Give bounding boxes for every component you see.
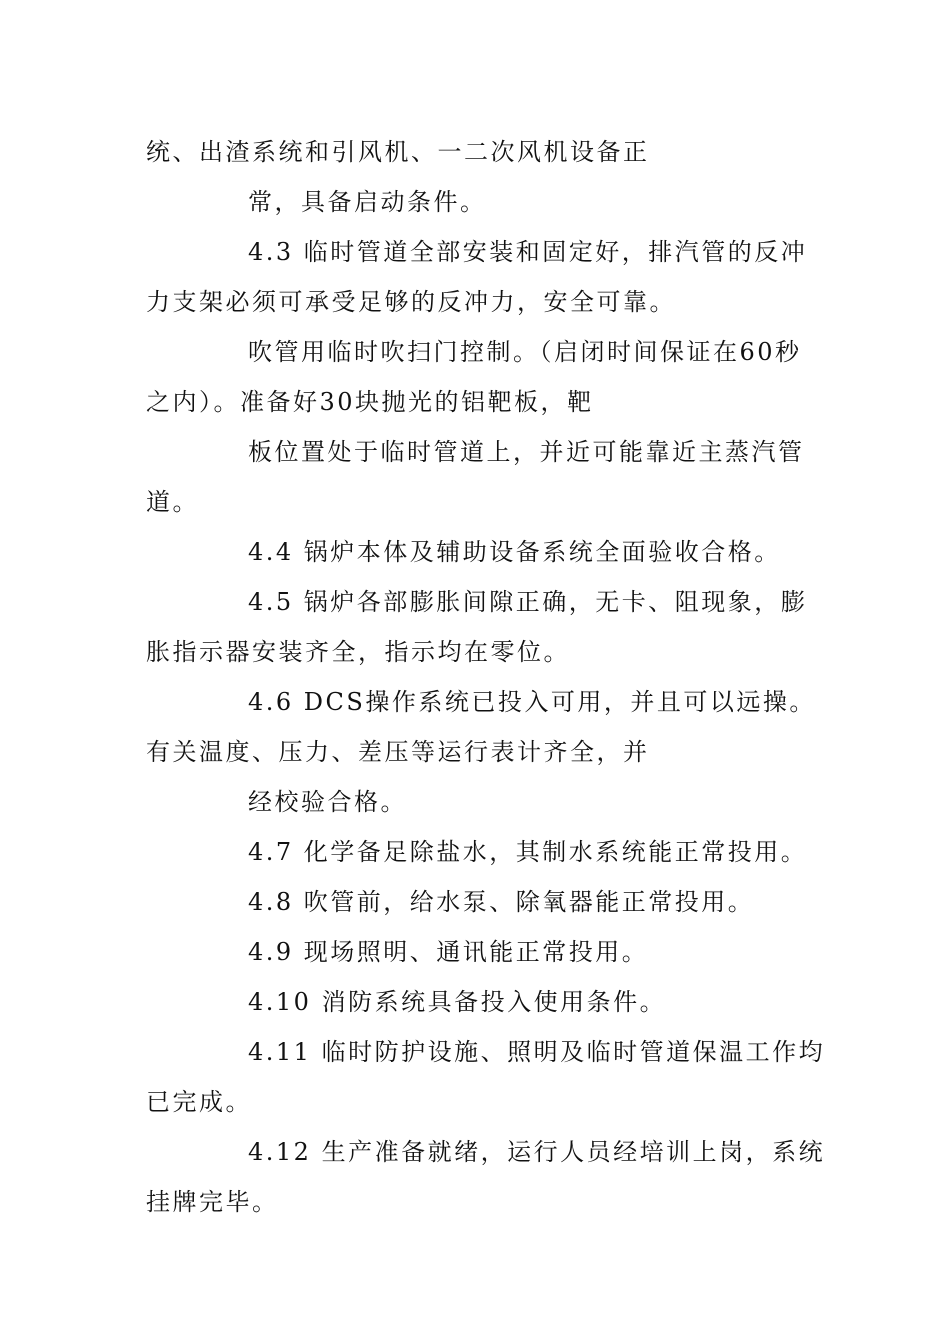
text-line: 板位置处于临时管道上，并近可能靠近主蒸汽管 (248, 438, 805, 466)
text-line: 经校验合格。 (248, 788, 407, 816)
text-line: 吹管用临时吹扫门控制。（启闭时间保证在60秒 (248, 338, 802, 366)
text-line: 道。 (146, 488, 199, 516)
text-line: 力支架必须可承受足够的反冲力，安全可靠。 (146, 288, 676, 316)
text-line: 4.12 生产准备就绪，运行人员经培训上岗，系统 (248, 1138, 826, 1166)
text-line: 4.11 临时防护设施、照明及临时管道保温工作均 (248, 1038, 826, 1066)
text-line: 之内）。准备好30块抛光的铝靶板，靶 (146, 388, 594, 416)
text-line: 挂牌完毕。 (146, 1188, 279, 1216)
text-line: 有关温度、压力、差压等运行表计齐全，并 (146, 738, 650, 766)
text-line: 4.10 消防系统具备投入使用条件。 (248, 988, 667, 1016)
text-line: 4.9 现场照明、通讯能正常投用。 (248, 938, 649, 966)
text-line: 4.5 锅炉各部膨胀间隙正确，无卡、阻现象，膨 (248, 588, 808, 616)
text-line: 4.6 DCS操作系统已投入可用，并且可以远操。 (248, 688, 816, 716)
text-line: 已完成。 (146, 1088, 252, 1116)
text-line: 胀指示器安装齐全，指示均在零位。 (146, 638, 570, 666)
text-line: 4.8 吹管前，给水泵、除氧器能正常投用。 (248, 888, 755, 916)
text-line: 常，具备启动条件。 (248, 188, 487, 216)
text-line: 统、出渣系统和引风机、一二次风机设备正 (146, 138, 650, 166)
text-line: 4.3 临时管道全部安装和固定好，排汽管的反冲 (248, 238, 808, 266)
text-line: 4.4 锅炉本体及辅助设备系统全面验收合格。 (248, 538, 781, 566)
text-line: 4.7 化学备足除盐水，其制水系统能正常投用。 (248, 838, 808, 866)
